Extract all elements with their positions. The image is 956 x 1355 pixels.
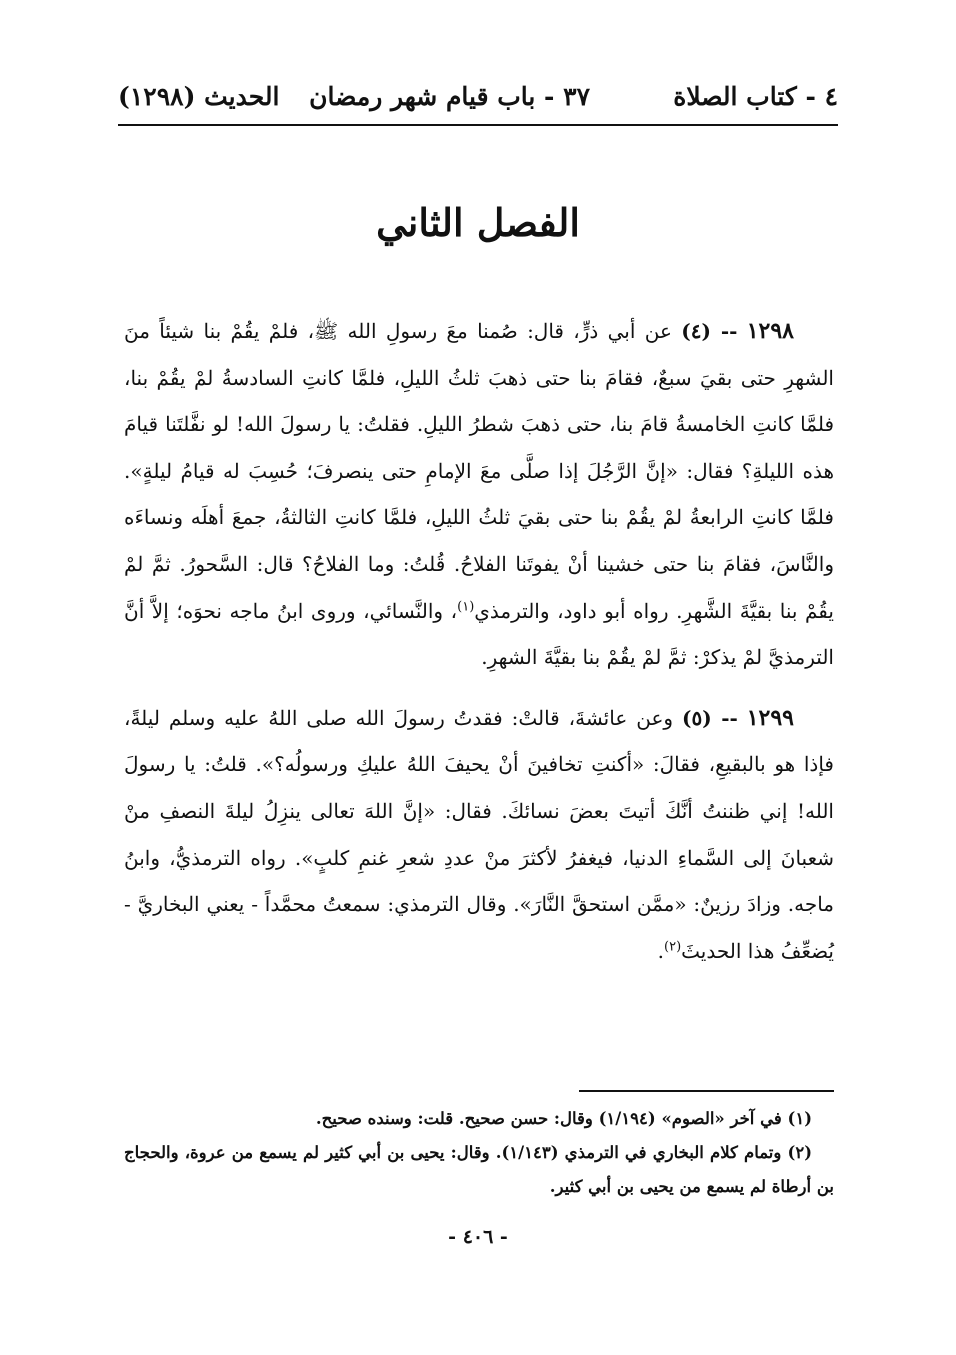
hadith-paragraph-1298 bbox=[124, 308, 834, 681]
book-title: ٤ - كتاب الصلاة bbox=[673, 82, 838, 111]
hadith-text-cont: . bbox=[657, 938, 665, 963]
footnote-1: (١) في آخر «الصوم» (١/١٩٤) وقال: حسن صحيح. قلت: وسنده صحيح. bbox=[315, 1109, 812, 1128]
hadith-paragraph-1299 bbox=[124, 695, 834, 975]
chapter-title: ٣٧ - باب قيام شهر رمضان bbox=[309, 82, 590, 111]
running-header bbox=[118, 80, 838, 126]
hadith-text: عن أبي ذرٍّ، قال: صُمنا معَ رسولِ الله ﷺ، فلمْ يقُمْ بنا شيئاً منَ الشهرِ حتى بقيَ سبعٌ، فقامَ بنا حتى ذهبَ ثلثُ الليلِ، فلمَّا كانتِ السادسةُ لمْ يقُمْ بنا، فلمَّا كانتِ الخامسةُ قامَ بنا، حتى ذهبَ شطرُ الليلِ. فقلتُ: يا رسولَ الله! لو نفَّلتَنا قيامَ هذه الليلةِ؟ فقال: «إنَّ الرَّجُلَ إذا صلَّى معَ الإمامِ حتى ينصرفَ؛ حُسِبَ له قيامُ ليلةٍ». فلمَّا كانتِ الرابعةُ لمْ يقُمْ بنا حتى بقيَ ثلثُ الليلِ، فلمَّا كانتِ الثالثةُ، جمعَ أهلَه ونساءَه والنَّاسَ، فقامَ بنا حتى خشينا أنْ يفوتَنا الفلاحُ. قُلتُ: وما الفلاحُ؟ قال: السَّحورُ. ثمَّ لمْ يقُمْ بنا بقيَّةَ الشَّهرِ. رواه أبو داود، والترمذي bbox=[124, 319, 834, 623]
footnote-ref: (١) bbox=[457, 598, 475, 614]
hadith-marker: -- (٤) bbox=[681, 319, 738, 343]
hadith-number: ١٢٩٨ bbox=[746, 318, 794, 344]
footnote-2: (٢) وتمام كلام البخاري في الترمذي (١/١٤٣). وقال: يحيى بن أبي كثير لم يسمع من عروة، والحجاج بن أرطاة لم يسمع من يحيى بن أبي كثير. bbox=[124, 1143, 834, 1196]
hadith-marker: -- (٥) bbox=[681, 705, 738, 730]
main-text bbox=[124, 308, 834, 974]
section-title: الفصل الثاني bbox=[376, 200, 580, 245]
footnotes bbox=[124, 1102, 834, 1204]
page-number: - ٤٠٦ - bbox=[448, 1226, 508, 1248]
hadith-text: وعن عائشةَ، قالتْ: فقدتُ رسولَ الله صلى اللهُ عليه وسلم ليلةً، فإذا هو بالبقيعِ، فقالَ: «أكنتِ تخافينَ أنْ يحيفَ اللهُ عليكِ ورسولُه؟». قلتُ: يا رسولَ الله! إني ظننتُ أنَّكَ أتيتَ بعضَ نسائكَ. فقال: «إنَّ اللهَ تعالى ينزِلُ ليلةَ النصفِ منْ شعبانَ إلى السَّماءِ الدنيا، فيغفرُ لأكثرَ منْ عددِ شعرِ غنمِ كلبٍ». رواه الترمذيُّ، وابنُ ماجه. وزادَ رزينٌ: «ممَّن استحقَّ النَّارَ». وقال الترمذي: سمعتُ محمَّداً - يعني البخاريَّ - يُضعِّفُ هذا الحديثَ bbox=[124, 705, 834, 963]
hadith-reference: الحديث (١٢٩٨) bbox=[118, 82, 280, 111]
header-rule bbox=[118, 124, 838, 126]
hadith-number: ١٢٩٩ bbox=[746, 704, 794, 731]
hadith-text-cont: ، والنَّسائي، وروى ابنُ ماجه نحوَه؛ إلاَّ أنَّ الترمذيَّ لمْ يذكرْ: ثمَّ لمْ يقُمْ بنا بقيَّةَ الشهرِ. bbox=[124, 598, 834, 670]
footnote-ref: (٢) bbox=[664, 939, 682, 955]
footnote-separator bbox=[579, 1090, 834, 1092]
